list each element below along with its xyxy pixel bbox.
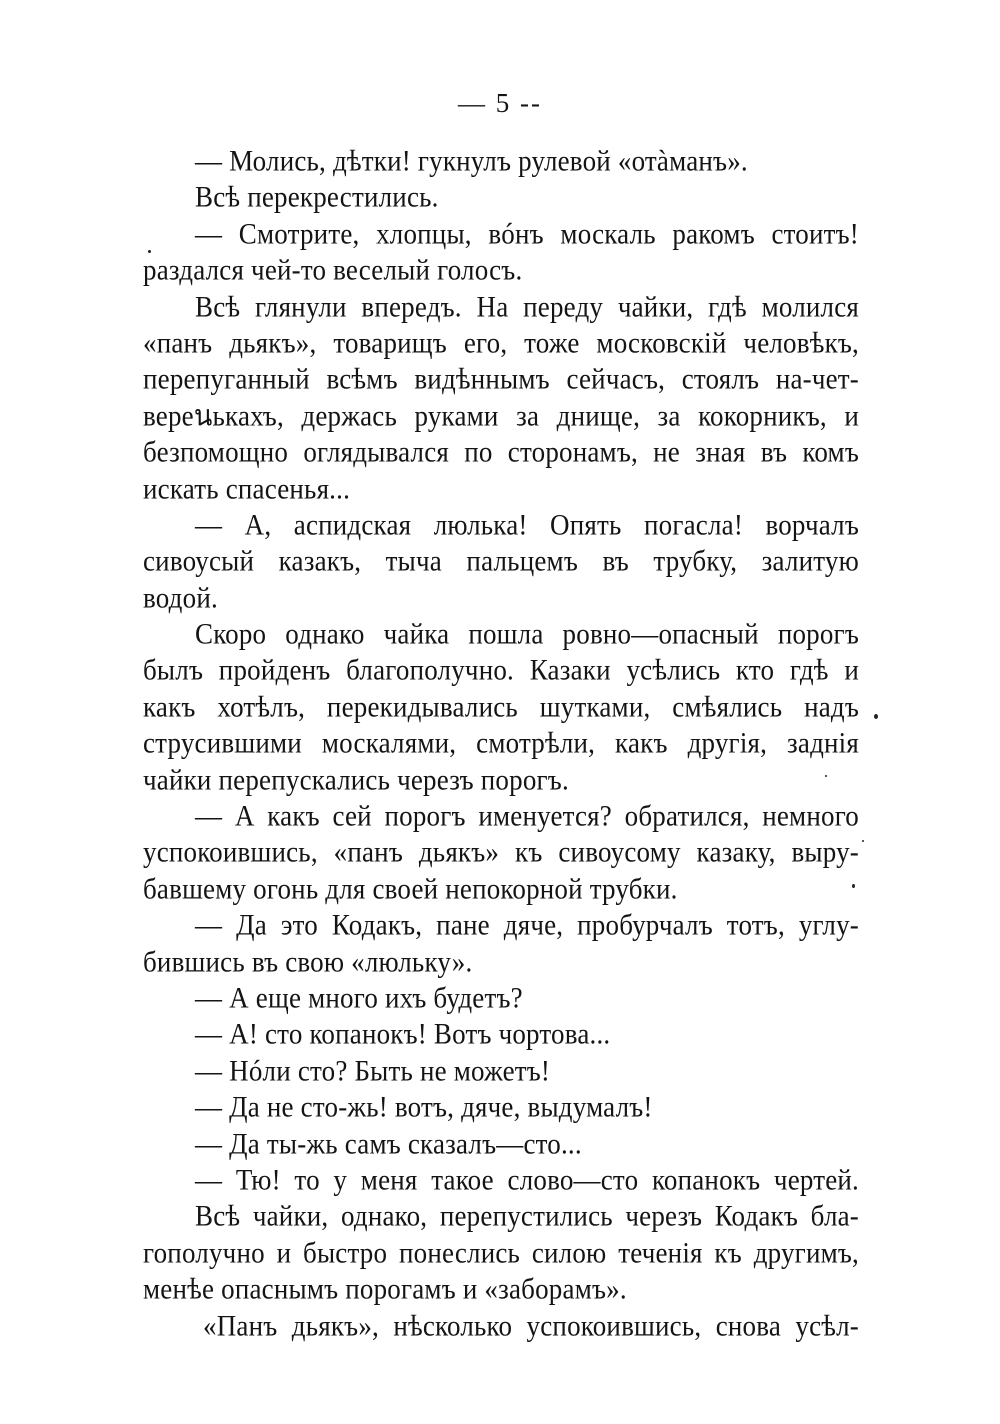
text-line: — Смотрите, хлопцы, вóнъ москаль ракомъ стоитъ! [195, 217, 859, 250]
scan-speck [825, 775, 827, 777]
text-line: вереนькахъ, держась руками за днище, за кокорникъ, и [143, 399, 859, 432]
text-line: — Молись, дѣтки! гукнулъ рулевой «отàманъ». [195, 144, 748, 178]
text-line: былъ пройденъ благополучно. Казаки усѣлись кто гдѣ и [143, 654, 859, 687]
text-line: перепуганный всѣмъ видѣннымъ сейчасъ, стоялъ на-чет- [143, 363, 859, 396]
text-line: менѣе опаснымъ порогамъ и «заборамъ». [143, 1272, 627, 1306]
scan-speck [862, 840, 864, 842]
text-line: — А, аспидская люлька! Опять погасла! ворчалъ [195, 508, 859, 542]
text-line: — А какъ сей порогъ именуется? обратился, немного [195, 799, 859, 833]
text-line: гополучно и быстро понеслись силою теченія къ другимъ, [143, 1236, 859, 1269]
text-line: бавшему огонь для своей непокорной трубки. [143, 872, 678, 905]
text-line: Скоро однако чайка пошла ровно—опасный порогъ [195, 617, 859, 651]
text-line: — А еще много ихъ будетъ? [195, 981, 523, 1015]
text-line: — А! сто копанокъ! Вотъ чортова... [195, 1018, 611, 1051]
text-line: «Панъ дьякъ», нѣсколько успокоившись, снова усѣл- [203, 1309, 859, 1342]
text-line: — Да это Кодакъ, пане дяче, пробурчалъ тотъ, углу- [195, 908, 859, 942]
text-line: — Тю! то у меня такое слово—сто копанокъ чертей. [195, 1163, 859, 1197]
text-line: водой. [143, 581, 218, 614]
text-line: — Да ты-жь самъ сказалъ—сто... [195, 1127, 582, 1160]
text-line: Всѣ глянули впередъ. На переду чайки, гдѣ молился [195, 290, 859, 323]
text-line: успокоившись, «панъ дьякъ» къ сивоусому казаку, выру- [143, 836, 859, 869]
text-line: «панъ дьякъ», товарищъ его, тоже московскій человѣкъ, [143, 326, 859, 360]
text-line: раздался чей-то веселый голосъ. [143, 253, 523, 287]
scan-speck [874, 714, 878, 719]
text-line: — Да не сто-жь! вотъ, дяче, выдумалъ! [195, 1090, 653, 1124]
text-line: искать спасенья... [143, 472, 351, 505]
scan-speck [852, 884, 855, 888]
text-line: сивоусый казакъ, тыча пальцемъ въ трубку, залитую [143, 545, 859, 578]
text-line: безпомощно оглядывался по сторонамъ, не зная въ комъ [143, 435, 859, 469]
scan-speck [148, 250, 151, 253]
text-line: Всѣ чайки, однако, перепустились черезъ Кодакъ бла- [195, 1200, 859, 1233]
body-text [143, 143, 859, 1344]
text-line: струсившими москалями, смотрѣли, какъ другія, заднія [143, 727, 859, 760]
text-line: Всѣ перекрестились. [195, 181, 439, 214]
page-number: — 5 -- [458, 88, 542, 118]
text-line: какъ хотѣлъ, перекидывались шутками, смѣялись надъ [143, 690, 859, 724]
text-line: чайки перепускались черезъ порогъ. [143, 763, 569, 796]
text-line: бившись въ свою «люльку». [143, 945, 473, 978]
text-line: — Нóли сто? Быть не можетъ! [195, 1054, 551, 1087]
